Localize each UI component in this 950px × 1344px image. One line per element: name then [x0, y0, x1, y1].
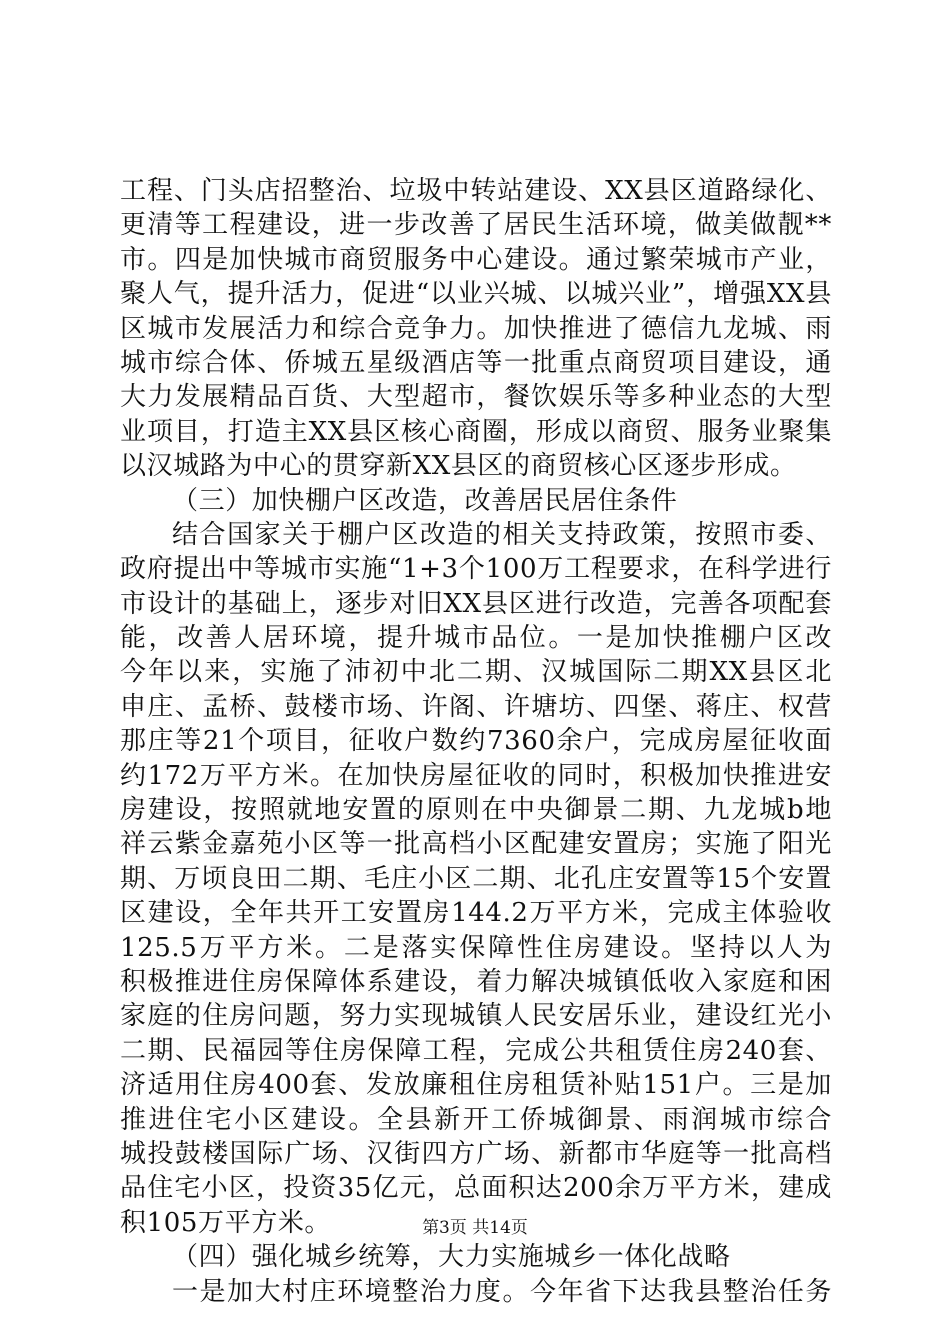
text-line: 区城市发展活力和综合竞争力。加快推进了德信九龙城、雨	[120, 313, 832, 344]
document-body	[120, 174, 832, 1309]
section-heading: （三）加快棚户区改造，改善居民居住条件	[172, 485, 678, 516]
text-line: 推进住宅小区建设。全县新开工侨城御景、雨润城市综合	[120, 1104, 832, 1135]
text-line: 一是加大村庄环境整治力度。今年省下达我县整治任务	[172, 1276, 832, 1307]
text-line: 聚人气，提升活力，促进“以业兴城、以城兴业”，增强XX县	[120, 279, 832, 310]
text-line: 大力发展精品百货、大型超市，餐饮娱乐等多种业态的大型	[120, 382, 832, 413]
text-line: 城市综合体、侨城五星级酒店等一批重点商贸项目建设，通	[120, 347, 832, 378]
text-line: 房建设，按照就地安置的原则在中央御景二期、九龙城b地	[120, 795, 832, 826]
text-line: 业项目，打造主XX县区核心商圈，形成以商贸、服务业聚集	[120, 416, 832, 447]
text-line: 城投鼓楼国际广场、汉街四方广场、新都市华庭等一批高档	[120, 1138, 832, 1169]
section-heading: （四）强化城乡统筹，大力实施城乡一体化战略	[172, 1242, 731, 1273]
text-line: 政府提出中等城市实施“1+3个100万工程要求，在科学进行	[120, 554, 832, 585]
text-line: 品住宅小区，投资35亿元，总面积达200余万平方米，建成	[120, 1173, 832, 1204]
text-line: 125.5万平方米。二是落实保障性住房建设。坚持以人为	[120, 932, 832, 963]
text-line: 积105万平方米。	[120, 1207, 332, 1238]
text-line: 工程、门头店招整治、垃圾中转站建设、XX县区道路绿化、	[120, 176, 832, 206]
text-line: 祥云紫金嘉苑小区等一批高档小区配建安置房；实施了阳光	[120, 829, 832, 860]
text-line: 二期、民福园等住房保障工程，完成公共租赁住房240套、	[120, 1035, 832, 1066]
text-line: 市。四是加快城市商贸服务中心建设。通过繁荣城市产业，	[120, 244, 832, 275]
text-line: 结合国家关于棚户区改造的相关支持政策，按照市委、	[172, 519, 832, 550]
text-line: 济适用住房400套、发放廉租住房租赁补贴151户。三是加	[120, 1070, 832, 1101]
text-line: 期、万顷良田二期、毛庄小区二期、北孔庄安置等15个安置	[120, 863, 832, 894]
text-line: 约172万平方米。在加快房屋征收的同时，积极加快推进安	[120, 760, 832, 791]
text-line: 积极推进住房保障体系建设，着力解决城镇低收入家庭和困	[120, 966, 832, 997]
text-line: 以汉城路为中心的贯穿新XX县区的商贸核心区逐步形成。	[120, 451, 797, 482]
text-line: 区建设，全年共开工安置房144.2万平方米，完成主体验收	[120, 898, 832, 929]
text-line: 那庄等21个项目，征收户数约7360余户，完成房屋征收面	[120, 726, 832, 757]
text-line: 今年以来，实施了沛初中北二期、汉城国际二期XX县区北	[120, 657, 832, 688]
text-line: 能，改善人居环境，提升城市品位。一是加快推棚户区改	[120, 623, 832, 654]
page-number-footer: 第3页 共14页	[422, 1218, 528, 1238]
text-line: 市设计的基础上，逐步对旧XX县区进行改造，完善各项配套	[120, 588, 832, 619]
text-line: 更清等工程建设，进一步改善了居民生活环境，做美做靓**	[120, 210, 832, 241]
text-line: 申庄、孟桥、鼓楼市场、许阁、许塘坊、四堡、蒋庄、权营	[120, 691, 832, 722]
text-line: 家庭的住房问题，努力实现城镇人民安居乐业，建设红光小	[120, 1001, 832, 1032]
